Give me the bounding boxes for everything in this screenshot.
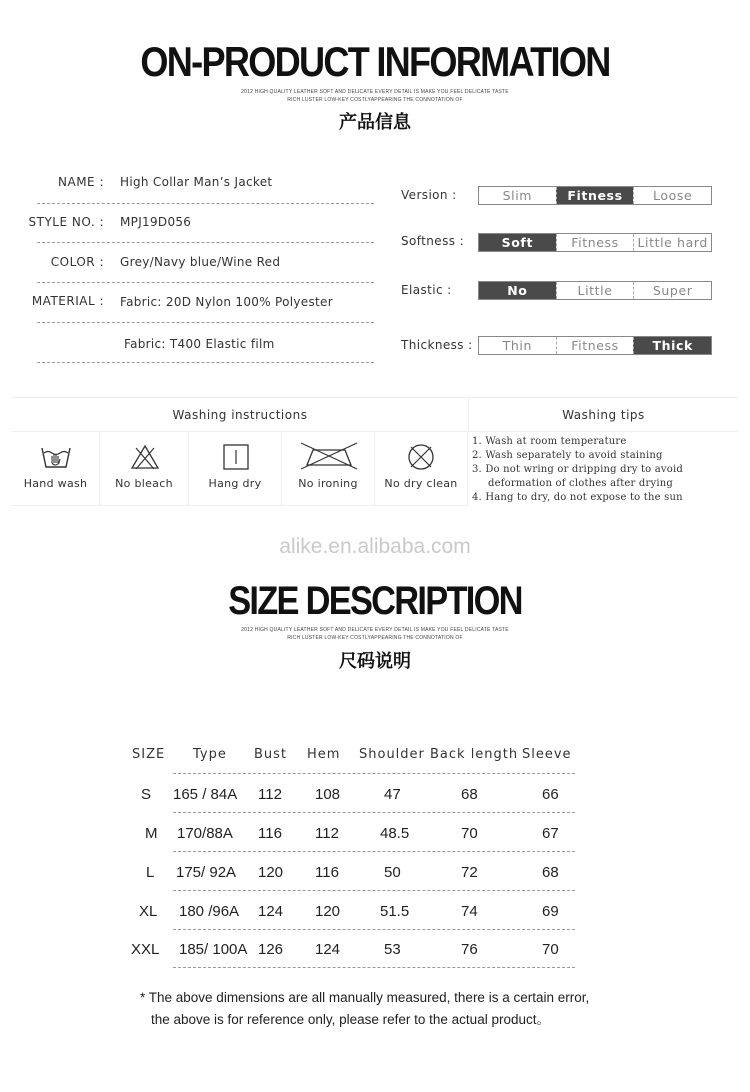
size-subtitle-2: RICH LUSTER LOW-KEY COSTLYAPPEARING THE CONNOTATION OF [287,635,463,641]
info-label-name: NAME : [58,175,104,189]
size-cell: M [145,825,158,842]
washing-tip: 3. Do not wring or dripping dry to avoid [472,464,683,475]
size-cell: 74 [461,903,478,920]
hand-wash-icon [39,443,73,471]
divider [173,773,575,774]
scale-option: Slim [502,188,533,203]
washing-tip: 1. Wash at room temperature [472,436,627,447]
size-title: SIZE DESCRIPTION [228,579,522,623]
divider [173,812,575,813]
divider [173,929,575,930]
size-cell: 51.5 [380,903,410,920]
info-value-style-no: MPJ19D056 [120,215,192,229]
info-value-material-2: Fabric: T400 Elastic film [124,337,275,351]
watermark: alike.en.alibaba.com [279,535,471,558]
size-cell: 112 [315,825,339,842]
divider [37,242,374,243]
size-cell: 72 [461,864,478,881]
size-cell: 70 [542,941,559,958]
size-cell: 120 [258,864,284,881]
info-label-color: COLOR : [50,255,104,269]
size-cell: 124 [315,941,341,958]
hang-dry-icon [222,443,250,471]
scale-option: Little hard [633,234,711,251]
washing-tip: deformation of clothes after drying [488,478,673,489]
info-label-style-no: STYLE NO. : [28,215,104,229]
divider [37,203,374,204]
size-cell: 48.5 [380,825,410,842]
product-info-title: ON-PRODUCT INFORMATION [140,38,610,85]
size-header-hem: Hem [307,747,341,762]
size-cell: L [146,864,155,881]
washing-tips-list [472,435,742,505]
size-cell: S [141,786,152,803]
thickness-scale [478,336,712,355]
size-header-sleeve: Sleeve [522,747,572,762]
info-value-color: Grey/Navy blue/Wine Red [120,255,281,269]
washing-tips-header: Washing tips [468,397,738,432]
no-bleach-icon [130,443,160,471]
softness-scale [478,233,712,252]
info-label-material: MATERIAL : [31,294,104,308]
attr-label-softness: Softness : [401,234,465,248]
size-cell: 120 [315,903,341,920]
wash-label: Hand wash [23,477,88,490]
wash-label: No dry clean [384,477,458,490]
wash-item-no-ironing [282,432,375,506]
size-cell: 53 [384,941,401,958]
scale-option: Super [633,282,711,299]
scale-option: Loose [633,187,711,204]
size-cell: 70 [461,825,478,842]
size-cell: 116 [315,864,339,881]
washing-table [12,397,738,506]
divider [37,322,374,323]
wash-label: Hang dry [208,477,262,490]
wash-item-no-dry-clean [375,432,468,506]
washing-instructions-header: Washing instructions [12,397,468,432]
size-cell: 175/ 92A [176,864,237,881]
attr-label-elastic: Elastic : [401,283,452,297]
divider [173,967,575,968]
scale-option: Thick [633,337,711,354]
size-header-size: SIZE [132,747,166,762]
washing-tip: 4. Hang to dry, do not expose to the sun [472,492,683,503]
size-cell: 68 [461,786,478,803]
version-scale [478,186,712,205]
size-cell: 66 [542,786,559,803]
size-header-bust: Bust [254,747,288,762]
size-cell: 124 [258,903,284,920]
scale-option: Fitness [556,187,634,204]
washing-tip: 2. Wash separately to avoid staining [472,450,663,461]
size-header-type: Type [193,747,227,762]
size-cell: 112 [258,786,282,803]
scale-option: Soft [479,234,556,251]
size-cell: 67 [542,825,559,842]
size-subtitle-1: 2012 HIGH QUALITY LEATHER SOFT AND DELICATE EVERY DETAIL IS MAKE YOU FEEL DELICATE TASTE [241,627,509,633]
size-cell: 50 [384,864,401,881]
elastic-scale [478,281,712,300]
size-cell: 76 [461,941,478,958]
size-header-back-length: Back length [430,747,519,762]
size-cell: 68 [542,864,559,881]
wash-item-hand-wash [12,432,100,506]
product-info-subtitle-2: RICH LUSTER LOW-KEY COSTLYAPPEARING THE CONNOTATION OF [287,97,463,103]
scale-option: No [479,282,556,299]
wash-label: No ironing [298,477,358,490]
size-note-line-1: * The above dimensions are all manually measured, there is a certain error, [140,990,590,1005]
info-value-material: Fabric: 20D Nylon 100% Polyester [120,295,333,309]
divider [37,282,374,283]
size-cell: 165 / 84A [173,786,238,803]
size-header-shoulder: Shoulder [359,747,425,762]
attr-label-thickness: Thickness : [401,338,473,352]
scale-option: Fitness [556,337,634,354]
size-cell: 185/ 100A [179,941,248,958]
scale-option: Little [556,282,634,299]
no-dry-clean-icon [406,442,436,472]
info-value-name: High Collar Man’s Jacket [120,175,273,189]
wash-label: No bleach [115,477,173,490]
product-info-subtitle-1: 2012 HIGH QUALITY LEATHER SOFT AND DELICATE EVERY DETAIL IS MAKE YOU FEEL DELICATE TASTE [241,89,509,95]
divider [173,890,575,891]
size-cell: 116 [258,825,282,842]
divider [37,362,374,363]
scale-option: Thin [502,338,533,353]
size-cell: 108 [315,786,341,803]
size-cell: 126 [258,941,284,958]
wash-item-hang-dry [189,432,282,506]
scale-option: Fitness [556,234,634,251]
size-note-line-2: the above is for reference only, please refer to the actual product。 [151,1012,550,1027]
product-info-title-cn: 产品信息 [339,112,411,133]
attr-label-version: Version : [401,188,457,202]
divider [173,851,575,852]
size-title-cn: 尺码说明 [339,651,411,672]
no-ironing-icon [299,441,359,471]
size-cell: XXL [131,941,160,958]
size-cell: XL [139,903,158,920]
size-cell: 69 [542,903,559,920]
size-cell: 180 /96A [179,903,240,920]
wash-item-no-bleach [100,432,189,506]
size-cell: 47 [384,786,401,803]
size-cell: 170/88A [177,825,233,842]
